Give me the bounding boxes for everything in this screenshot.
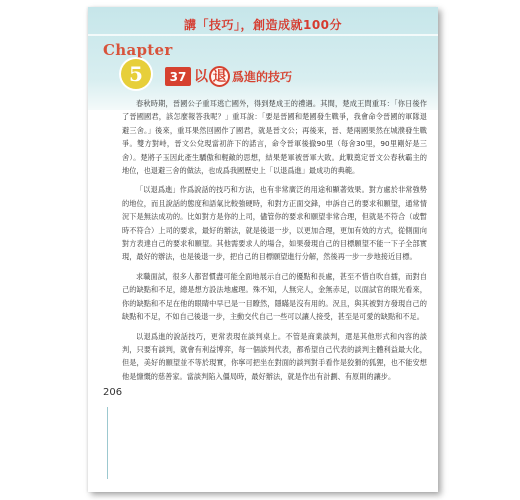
section-title-part2: 爲進的技巧 — [232, 69, 293, 84]
margin-rule — [107, 407, 108, 479]
chapter-number-circle: 5 — [121, 59, 151, 89]
header-divider — [88, 34, 438, 36]
paragraph: 春秋時期，晉國公子重耳逃亡國外，得到楚成王的禮遇。其間，楚成王問重耳：「你日後作了晉國國君，該怎麼報答我呢？」重耳說：「要是晉國和楚國發生戰爭，我會命令晉國的軍隊退避三舍。」後來，重耳果然回國作了國君，就是晉文公；再後來，晉、楚兩國果然在城濮發生戰爭。雙方對峙，晉文公兌現當初許下的諾言，命令晉軍後撤90里（每舍30里，90里剛好是三舍）。楚將子玉因此產生驕傲和輕敵的思想，結果楚軍被晉軍大敗。此戰奠定晉文公春秋霸主的地位，也退避三舍的做法，也成爲我國歷史上「以退爲進」最成功的典範。 — [122, 99, 427, 176]
paragraph: 求職面試，很多人都習慣盡可能全面地展示自己的優點和長處，甚至不惜自吹自擂，而對自己的缺點和不足，總是想方設法地處理。殊不知，人無完人，金無赤足，以面試官的眼光看來，你的缺點和不足在他的眼睛中早已是一目瞭然，隱瞞是沒有用的。況且，與其被對方發現自己的缺點和不足，不如自己後退一步，主動交代自己一些可以讓人接受，甚至是可愛的缺點和不足。 — [122, 271, 427, 322]
paragraph: 「以退爲進」作爲說話的技巧和方法，也有非常廣泛的用途和顯著效果。對方處於非常強勢的地位，而且說話的態度和語氣比較強硬時，和對方正面交鋒，申訴自己的要求和願望，通常情況下是無法成功的。比如對方是你的上司，儘管你的要求和願望非常合理，但就是不符合（或暫時不符合）上司的要求，最好的辦法，就是後退一步，以更加合理，更加有效的方式，從側面向對方表達自己的要求和願望。其他需要求人的場合，如果發現自己的目標願望不能一下子全部實現，最好的辦法，也是後退一步，把自己的目標願望進行分解，然後再一步一步地接近目標。 — [122, 185, 427, 262]
book-page — [88, 7, 438, 492]
section-title-keyword: 退 — [209, 66, 230, 87]
page-number: 206 — [103, 387, 123, 398]
running-header-tagline: 講「技巧」，創造成就100分 — [183, 18, 343, 32]
body-text — [122, 97, 427, 389]
lesson-number-badge: 37 — [165, 67, 191, 86]
section-title — [194, 64, 292, 88]
section-title-part1: 以 — [194, 69, 208, 85]
paragraph: 以退爲進的說話技巧，更常表現在談判桌上。不管是商業談判，還是其他形式和內容的談判，只要有談判，就會有利益博弈，每一個談判代表，都希望自己代表的談判主體利益最大化，但是，美好的願望並不等於現實，你寧可把坐在對面的談判對手看作是狡猾的狐狸，也不能安想他是慷慨的慈善家。當談判陷入僵局時，最好辦法，就是作出有計劃、有原則的讓步。 — [122, 331, 427, 381]
chapter-label: Chapter — [103, 41, 173, 59]
